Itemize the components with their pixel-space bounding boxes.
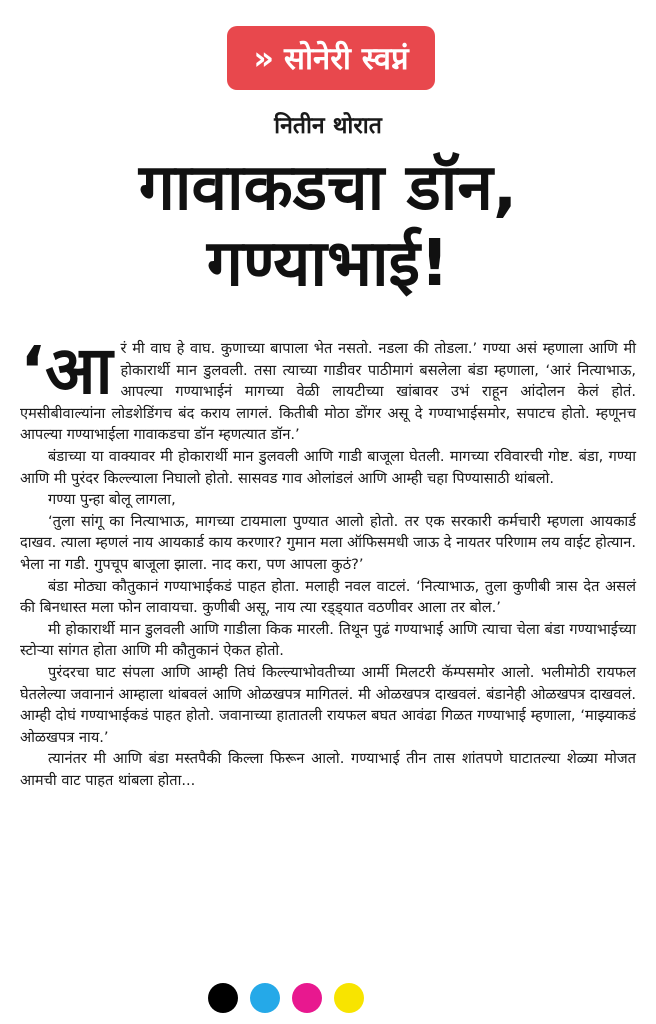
registration-dot-yellow	[334, 983, 364, 1013]
article-paragraph-4: ‘तुला सांगू का नित्याभाऊ, मागच्या टायमाला पुण्यात आलो होतो. तर एक सरकारी कर्मचारी म्हणला आयकार्ड दाखव. त्याला म्हणलं नाय आयकार्ड काय करणार? गुमान मला ऑफिसमधी जाऊ दे नायतर परिणाम लय वाईट होत्यान. भेला ना गडी. गुपचूप बाजूला झाला. नाद करा, पण आपला कुठं?’	[20, 512, 636, 573]
registration-dot-black	[208, 983, 238, 1013]
article-body	[20, 332, 636, 791]
article-paragraph-5: बंडा मोठ्या कौतुकानं गण्याभाईकडं पाहत होता. मलाही नवल वाटलं. ‘नित्याभाऊ, तुला कुणीबी त्रास देत असलं की बिनधास्त मला फोन लावायचा. कुणीबी असू, नाय त्या रड्ड्यात वठणीवर आला तर बोल.’	[20, 577, 636, 617]
section-tag	[227, 26, 435, 90]
paragraph-text: रं मी वाघ हे वाघ. कुणाच्या बापाला भेत नसतो. नडला की तोडला.’ गण्या असं म्हणाला आणि मी होकारार्थी मान डुलवली. तसा त्याच्या गाडीवर पाठीमागं बसलेला बंडा म्हणाला, ‘आरं नित्याभाऊ, आपल्या गण्याभाईनं मागच्या वेळी लायटीच्या खांबावर उभं राहून आंदोलन केलं होतं. एमसीबीवाल्यांना लोडशेडिंगच बंद कराय लागलं. कितीबी मोठा डोंगर असू दे गण्याभाईसमोर, सपाटच होतो. म्हणूनच आपल्या गण्याभाईला गावाकडचा डॉन म्हणत्यात डॉन.’	[20, 340, 636, 444]
article-paragraph-7: पुरंदरचा घाट संपला आणि आम्ही तिघं किल्ल्याभोवतीच्या आर्मी मिलटरी कॅम्पसमोर आलो. भलीमोठी रायफल घेतलेल्या जवानानं आम्हाला थांबवलं आणि ओळखपत्र मागितलं. मी ओळखपत्र दाखवलं. बंडानेही ओळखपत्र दाखवलं. आम्ही दोघं गण्याभाईकडं पाहत होतो. जवानाच्या हातातली रायफल बघत आवंढा गिळत गण्याभाई म्हणाला, ‘माझ्याकडं ओळखपत्र नाय.’	[20, 663, 636, 746]
article-paragraph-8: त्यानंतर मी आणि बंडा मस्तपैकी किल्ला फिरून आलो. गण्याभाई तीन तास शांतपणे घाटातल्या शेळ्या मोजत आमची वाट पाहत थांबला होता...	[20, 750, 636, 789]
registration-marks	[208, 983, 364, 1013]
article-paragraph-2: बंडाच्या या वाक्यावर मी होकारार्थी मान डुलवली आणि गाडी बाजूला घेतली. मागच्या रविवारची गोष्ट. बंडा, गण्या आणि मी पुरंदर किल्ल्याला निघालो होतो. सासवड गाव ओलांडलं आणि आम्ही चहा पिण्यासाठी थांबलो.	[20, 447, 636, 487]
registration-dot-cyan	[250, 983, 280, 1013]
article-paragraph-3: गण्या पुन्हा बोलू लागला,	[48, 491, 176, 509]
headline	[0, 150, 656, 302]
registration-dot-magenta	[292, 983, 322, 1013]
author-byline: नितीन थोरात	[274, 113, 382, 139]
headline-line-1: गावाकडचा डॉन,	[138, 151, 518, 225]
article-paragraph-1	[20, 332, 636, 446]
article-paragraph-6: मी होकारार्थी मान डुलवली आणि गाडीला किक मारली. तिथून पुढं गण्याभाई आणि त्याचा चेला बंडा गण्याभाईच्या स्टोऱ्या सांगत होता आणि मी कौतुकानं ऐकत होतो.	[20, 620, 636, 660]
headline-line-2: गण्याभाई!	[206, 227, 450, 301]
double-chevron-icon: »	[253, 39, 275, 77]
section-tag-label: सोनेरी स्वप्नं	[284, 41, 409, 77]
drop-cap: ‘आ	[20, 332, 113, 409]
